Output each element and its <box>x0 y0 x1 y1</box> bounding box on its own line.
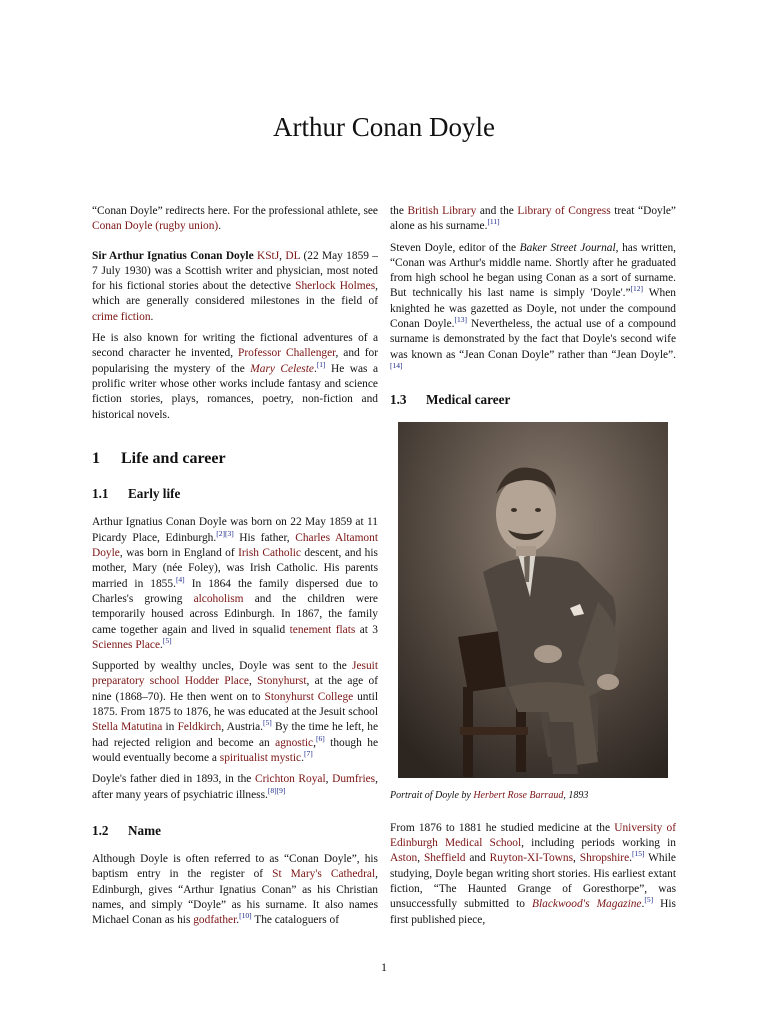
name-paragraph-3: Steven Doyle, editor of the Baker Street Journal, has written, “Conan was Arthur's middle name. Shortly after he graduated from high school he began using Conan as a sort of surname. But technically his last name is simply 'Doyle'.”[12] When knighted he was gazetted as Doyle, not under the compound Conan Doyle.[13] Nevertheless, the actual use of a compound surname is demonstrated by the fact that Doyle's second wife was known as “Jean Conan Doyle” rather than “Jean Doyle”.[14] <box>390 241 677 371</box>
link-sciennes-place[interactable]: Sciennes Place <box>92 638 161 651</box>
link-blackwoods-magazine[interactable]: Blackwood's Magazine <box>532 898 642 911</box>
link-library-of-congress[interactable]: Library of Congress <box>517 205 611 217</box>
early-life-paragraph-1: Arthur Ignatius Conan Doyle was born on 22 May 1859 at 11 Picardy Place, Edinburgh.[2][3] His father, Charles Altamont Doyle, was born in England of Irish Catholic descent, and his mother, Mary (née Foley), was Irish Catholic. His parents married in 1855.[4] In 1864 the family dispersed due to Charles's growing alcoholism and the children were temporarily housed across Edinburgh. In 1867, the family came together again and lived in squalid tenement flats at 3 Sciennes Place.[5] <box>92 516 378 651</box>
link-british-library[interactable]: British Library <box>407 205 477 217</box>
link-shropshire[interactable]: Shropshire <box>579 852 630 865</box>
link-dl[interactable]: DL <box>285 249 301 262</box>
link-herbert-rose-barraud[interactable]: Herbert Rose Barraud <box>473 789 564 801</box>
page-number: 1 <box>381 960 387 974</box>
link-stonyhurst-college[interactable]: Stonyhurst College <box>264 690 354 703</box>
link-spiritualist-mystic[interactable]: spiritualist mystic <box>219 751 302 764</box>
citation[interactable]: [15] <box>631 849 645 859</box>
link-stonyhurst[interactable]: Stonyhurst <box>257 675 307 688</box>
section-heading-name: 1.2 Name <box>92 822 161 838</box>
page-title: Arthur Conan Doyle <box>273 112 495 142</box>
link-dumfries[interactable]: Dumfries <box>332 773 376 786</box>
citation[interactable]: [11] <box>487 217 500 227</box>
link-sheffield[interactable]: Sheffield <box>423 852 466 865</box>
link-irish-catholic[interactable]: Irish Catholic <box>238 547 301 560</box>
link-godfather[interactable]: godfather <box>193 914 237 927</box>
section-heading-life-and-career: 1 Life and career <box>92 449 226 467</box>
link-agnostic[interactable]: agnostic <box>275 736 314 749</box>
name-paragraph-2: the British Library and the Library of Congress treat “Doyle” alone as his surname.[11] <box>390 205 676 233</box>
intro-paragraph-2: He is also known for writing the fictional adventures of a second character he invented, Professor Challenger, and for popularising the mystery of the Mary Celeste.[1] He was a prolific writer whose other works include fantasy and science fiction stories, plays, romances, poetry, non-fiction and historical novels. <box>92 332 379 421</box>
citation[interactable]: [1] <box>316 359 326 369</box>
left-column <box>92 204 378 935</box>
link-aston[interactable]: Aston <box>390 852 418 865</box>
portrait-caption: Portrait of Doyle by Herbert Rose Barraud, 1893 <box>390 789 589 801</box>
link-kstj[interactable]: KStJ <box>257 249 280 262</box>
early-life-paragraph-3: Doyle's father died in 1893, in the Crichton Royal, Dumfries, after many years of psychiatric illness.[8][9] <box>92 773 378 801</box>
link-charles-altamont-doyle[interactable]: Charles Altamont Doyle <box>92 531 378 560</box>
portrait-illustration <box>398 422 668 778</box>
section-heading-early-life: 1.1 Early life <box>92 486 181 502</box>
citation[interactable]: [4] <box>175 574 185 584</box>
citation[interactable]: [5] <box>162 636 172 646</box>
link-crichton-royal[interactable]: Crichton Royal <box>254 773 326 786</box>
link-edinburgh-medical-school[interactable]: University of Edinburgh Medical School <box>390 821 676 850</box>
portrait-figure <box>390 422 676 803</box>
citation[interactable]: [10] <box>239 911 252 921</box>
citation[interactable]: [12] <box>630 284 644 294</box>
link-conan-doyle-rugby[interactable]: Conan Doyle (rugby union) <box>92 220 219 233</box>
section-heading-medical-career: 1.3 Medical career <box>390 392 511 408</box>
intro-paragraph-1: Sir Arthur Ignatius Conan Doyle KStJ, DL (22 May 1859 – 7 July 1930) was a Scottish writer and physician, most noted for his fictional stories about the detective Sherlock Holmes, which are generally considered milestones in the field of crime fiction. <box>92 249 379 323</box>
early-life-paragraph-2: Supported by wealthy uncles, Doyle was sent to the Jesuit preparatory school Hodder Place, Stonyhurst, at the age of nine (1868–70). He then went on to Stonyhurst College until 1875. From 1875 to 1876, he was educated at the Jesuit school Stella Matutina in Feldkirch, Austria.[5] By the time he left, he had rejected religion and become an agnostic,[6] though he would eventually become a spiritualist mystic.[7] <box>92 660 378 764</box>
hatnote: “Conan Doyle” redirects here. For the professional athlete, see Conan Doyle (rugby union). <box>92 205 378 233</box>
link-mary-celeste[interactable]: Mary Celeste <box>250 362 314 375</box>
link-st-marys-cathedral[interactable]: St Mary's Cathedral <box>272 868 376 881</box>
link-crime-fiction[interactable]: crime fiction <box>92 310 151 323</box>
link-jesuit-prep-school[interactable]: Jesuit preparatory school Hodder Place <box>92 660 378 688</box>
link-professor-challenger[interactable]: Professor Challenger <box>238 347 336 360</box>
medical-paragraph-1: From 1876 to 1881 he studied medicine at the University of Edinburgh Medical School, including periods working in Aston, Sheffield and Ruyton-XI-Towns, Shropshire.[15] While studying, Doyle began writing short stories. His earliest extant fiction, “The Haunted Grange of Goresthorpe”, was unsuccessfully submitted to Blackwood's Magazine.[5] His first published piece, <box>390 821 676 926</box>
link-stella-matutina[interactable]: Stella Matutina <box>92 721 163 734</box>
citation[interactable]: [13] <box>454 315 467 325</box>
link-tenement-flats[interactable]: tenement flats <box>289 623 356 636</box>
citation[interactable]: [8][9] <box>267 785 286 795</box>
citation[interactable]: [5] <box>263 718 272 728</box>
right-column <box>390 204 676 934</box>
link-alcoholism[interactable]: alcoholism <box>193 592 244 605</box>
citation[interactable]: [2][3] <box>216 528 234 538</box>
citation[interactable]: [5] <box>644 895 654 905</box>
citation[interactable]: [14] <box>390 361 403 371</box>
citation[interactable]: [7] <box>303 749 313 759</box>
subject-name: Sir Arthur Ignatius Conan Doyle <box>92 249 254 262</box>
citation[interactable]: [6] <box>315 733 325 743</box>
name-paragraph-1: Although Doyle is often referred to as “Conan Doyle”, his baptism entry in the register of St Mary's Cathedral, Edinburgh, gives “Arthur Ignatius Conan” as his Christian names, and simply “Doyle” as his surname. It also names Michael Conan as his godfather.[10] The cataloguers of <box>92 853 378 927</box>
link-feldkirch[interactable]: Feldkirch <box>177 721 222 734</box>
link-sherlock-holmes[interactable]: Sherlock Holmes <box>295 280 376 293</box>
portrait-photo[interactable] <box>398 422 668 778</box>
link-ruyton-xi-towns[interactable]: Ruyton-XI-Towns <box>489 852 574 865</box>
